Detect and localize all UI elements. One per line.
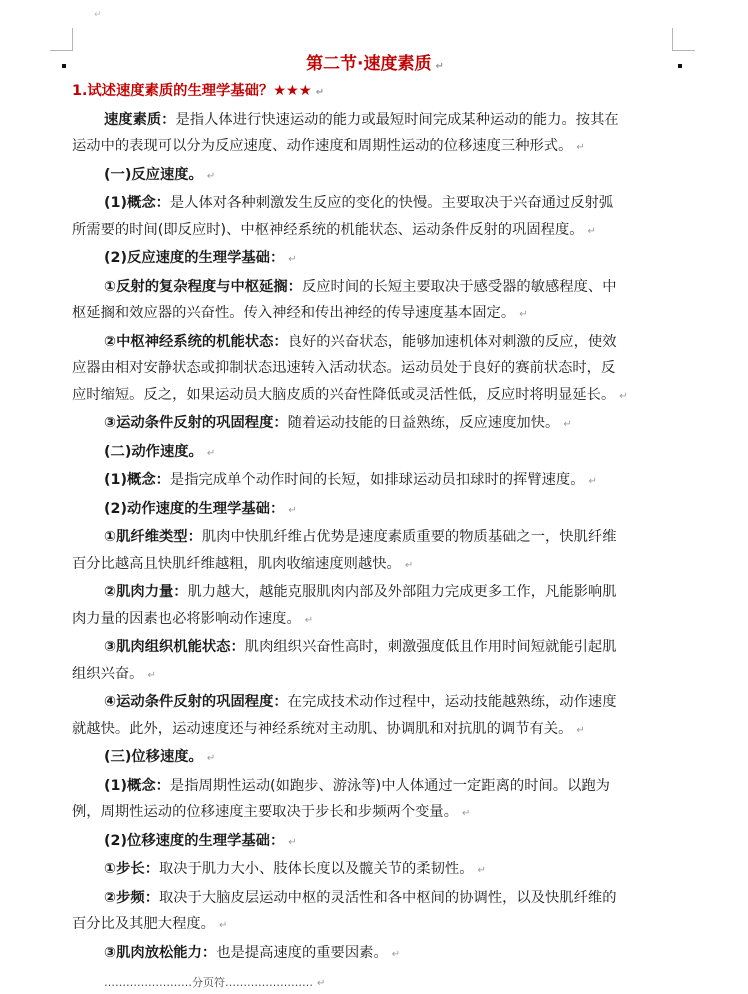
text-line xyxy=(72,107,678,134)
body-text: 反应时间的长短主要取决于感受器的敏感程度、中 xyxy=(301,278,617,295)
body-text: 肉力量的因素也必将影响动作速度。 xyxy=(72,610,301,627)
paragraph-lines xyxy=(72,107,678,969)
text-line xyxy=(72,911,678,940)
bold-label: (2)位移速度的生理学基础： xyxy=(104,832,285,849)
text-line xyxy=(72,940,678,969)
body-text: 肌肉中快肌纤维占优势是速度素质重要的物质基础之一，快肌纤维 xyxy=(201,529,617,545)
text-line xyxy=(72,133,678,162)
left-margin-marker-icon xyxy=(62,64,66,68)
right-margin-marker-icon xyxy=(678,64,682,68)
text-line xyxy=(72,274,678,301)
body-text: 就越快。此外，运动速度还与神经系统对主动肌、协调肌和对抗肌的调节有关。 xyxy=(72,720,573,737)
text-line xyxy=(72,579,678,606)
bold-label: ①肌纤维类型： xyxy=(104,529,202,545)
text-line xyxy=(72,245,678,274)
body-text: 是指人体进行快速运动的能力或最短时间完成某种运动的能力。按其在 xyxy=(175,111,619,128)
paragraph-mark-icon: ↵ xyxy=(218,920,228,931)
question-heading: 1.试述速度素质的生理学基础？★★★ ↵ xyxy=(72,83,325,99)
crop-mark-top-right xyxy=(672,28,695,51)
body-text: 良好的兴奋状态，能够加速机体对刺激的反应，使效 xyxy=(287,333,617,350)
bold-label: (2)动作速度的生理学基础： xyxy=(104,500,285,517)
text-line xyxy=(72,744,678,773)
paragraph-mark-icon: ↵ xyxy=(477,865,486,876)
bold-label: (三)位移速度。 xyxy=(104,749,203,765)
bold-label: ③运动条件反射的巩固程度： xyxy=(104,415,288,431)
text-line xyxy=(72,885,678,912)
body-text: 运动中的表现可以分为反应速度、动作速度和周期性运动的位移速度三种形式。 xyxy=(72,138,573,154)
body-text: 百分比越高且快肌纤维越粗，肌肉收缩速度则越快。 xyxy=(72,555,401,572)
text-line xyxy=(72,217,678,246)
text-line xyxy=(72,300,678,329)
text-line xyxy=(72,606,678,635)
body-text: 肌力越大，越能克服肌肉内部及外部阻力完成更多工作，凡能影响肌 xyxy=(187,584,617,600)
body-text: 在完成技术动作过程中，运动技能越熟练，动作速度 xyxy=(287,694,617,710)
text-line xyxy=(72,661,678,690)
text-line xyxy=(72,410,678,439)
bold-label: (2)反应速度的生理学基础： xyxy=(104,250,285,266)
crop-mark-top-left xyxy=(50,28,73,51)
body-text: 组织兴奋。 xyxy=(72,665,144,682)
paragraph-mark-icon: ↵ xyxy=(206,170,216,182)
bold-label: (1)概念： xyxy=(104,777,170,794)
body-text: 取决于大脑皮层运动中枢的灵活性和各中枢间的协调性，以及快肌纤维的 xyxy=(159,889,617,906)
paragraph-mark-icon: ↵ xyxy=(206,447,216,459)
text-line xyxy=(72,828,678,857)
bold-label: ③肌肉放松能力： xyxy=(104,944,217,961)
text-line xyxy=(72,856,678,885)
paragraph-mark-icon: ↵ xyxy=(519,309,528,320)
page-break-marker: ……………………分页符…………………… ↵ xyxy=(104,976,326,989)
text-line xyxy=(72,355,678,382)
bold-label: (二)动作速度。 xyxy=(104,443,203,460)
text-line xyxy=(72,162,678,191)
paragraph-mark-icon: ↵ xyxy=(391,948,401,960)
paragraph-mark-icon: ↵ xyxy=(288,836,297,848)
bold-label: 速度素质： xyxy=(104,111,176,128)
paragraph-mark-icon: ↵ xyxy=(462,808,471,819)
body-text: 百分比及其肥大程度。 xyxy=(72,916,215,932)
text-line xyxy=(72,190,678,217)
body-text: 应器由相对安静状态或抑制状态迅速转入活动状态。运动员处于良好的赛前状态时，反 xyxy=(72,360,616,376)
paragraph-mark-icon: ↵ xyxy=(587,225,596,237)
paragraph-mark-icon: ↵ xyxy=(404,559,414,571)
bold-label: (一)反应速度。 xyxy=(104,166,203,183)
bold-label: ①步长： xyxy=(104,861,159,877)
paragraph-mark-icon: ↵ xyxy=(588,476,597,487)
body-text: 也是提高速度的重要因素。 xyxy=(216,944,388,961)
text-line xyxy=(72,799,678,828)
body-text: 是指周期性运动(如跑步、游泳等)中人体通过一定距离的时间。以跑为 xyxy=(169,777,610,794)
paragraph-mark-icon: ↵ xyxy=(288,504,297,516)
text-line xyxy=(72,689,678,716)
text-line xyxy=(72,382,678,411)
body-text: 枢延搁和效应器的兴奋性。传入神经和传出神经的传导速度基本固定。 xyxy=(72,305,516,321)
bold-label: (1)概念： xyxy=(104,195,170,211)
paragraph-mark-icon: ↵ xyxy=(206,753,216,764)
bold-label: ②步频： xyxy=(104,889,159,906)
paragraph-mark-icon: ↵ xyxy=(94,10,102,20)
text-line xyxy=(72,551,678,580)
text-line xyxy=(72,496,678,525)
text-line xyxy=(72,716,678,745)
paragraph-mark-icon: ↵ xyxy=(576,142,585,153)
body-text: 例，周期性运动的位移速度主要取决于步长和步频两个变量。 xyxy=(72,804,459,820)
text-line xyxy=(72,773,678,800)
body-text: 取决于肌力大小、肢体长度以及髋关节的柔韧性。 xyxy=(159,861,474,877)
paragraph-mark-icon: ↵ xyxy=(288,254,297,265)
bold-label: ③肌肉组织机能状态： xyxy=(104,639,245,655)
body-text: 随着运动技能的日益熟练，反应速度加快。 xyxy=(287,415,560,431)
text-line xyxy=(72,467,678,496)
bold-label: ①反射的复杂程度与中枢延搁： xyxy=(104,278,302,295)
paragraph-mark-icon: ↵ xyxy=(563,419,572,430)
body-text: 是指完成单个动作时间的长短，如排球运动员扣球时的挥臂速度。 xyxy=(169,472,585,488)
text-line xyxy=(72,329,678,356)
body-text: 应时缩短。反之，如果运动员大脑皮质的兴奋性降低或灵活性低，反应时将明显延长。 xyxy=(72,386,616,403)
paragraph-mark-icon: ↵ xyxy=(576,724,585,736)
section-title: 第二节·速度素质 ↵ xyxy=(306,54,444,74)
text-line xyxy=(72,524,678,551)
document-body xyxy=(72,52,678,990)
text-line xyxy=(72,634,678,661)
text-line xyxy=(72,439,678,468)
body-text: 是人体对各种刺激发生反应的变化的快慢。主要取决于兴奋通过反射弧 xyxy=(169,195,614,211)
paragraph-mark-icon: ↵ xyxy=(147,669,156,681)
body-text: 所需要的时间(即反应时)、中枢神经系统的机能状态、运动条件反射的巩固程度。 xyxy=(72,221,584,238)
bold-label: ②中枢神经系统的机能状态： xyxy=(104,333,288,350)
bold-label: ④运动条件反射的巩固程度： xyxy=(104,694,288,710)
body-text: 肌肉组织兴奋性高时，刺激强度低且作用时间短就能引起肌 xyxy=(244,639,617,655)
bold-label: ②肌肉力量： xyxy=(104,584,188,600)
bold-label: (1)概念： xyxy=(104,472,170,488)
paragraph-mark-icon: ↵ xyxy=(619,390,628,402)
paragraph-mark-icon: ↵ xyxy=(304,614,314,626)
